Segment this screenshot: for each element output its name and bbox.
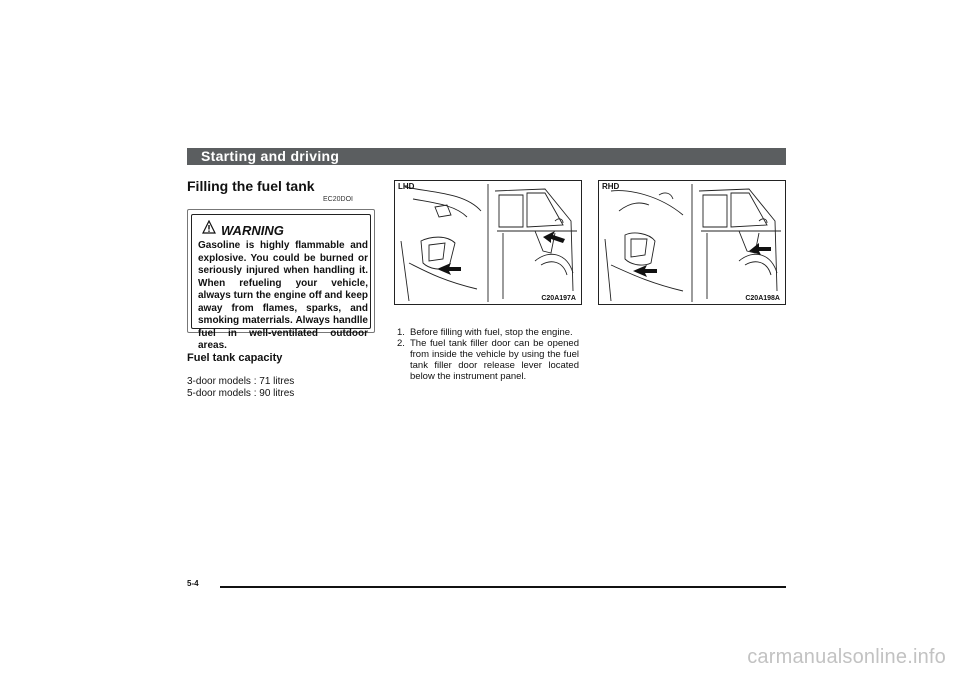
step-number: 1. bbox=[397, 327, 405, 338]
figure-rhd-label: RHD bbox=[602, 182, 620, 191]
figure-lhd bbox=[394, 180, 582, 305]
warning-box bbox=[187, 209, 375, 351]
figure-lhd-code: C20A197A bbox=[541, 295, 576, 302]
steps-list bbox=[397, 327, 579, 382]
step-text: The fuel tank filler door can be opened from inside the vehicle by using the fuel tank filler door release lever located below the instrument panel. bbox=[410, 338, 579, 382]
warning-triangle-icon bbox=[202, 220, 216, 234]
step-item bbox=[397, 327, 579, 338]
warning-inner bbox=[191, 214, 371, 351]
page-number: 5-4 bbox=[187, 579, 199, 588]
capacity-line-3-door: 3-door models : 71 litres bbox=[187, 376, 295, 387]
header-title: Starting and driving bbox=[201, 148, 340, 164]
footer-rule bbox=[220, 586, 786, 588]
section-code: EC20DOI bbox=[323, 196, 353, 203]
capacity-title: Fuel tank capacity bbox=[187, 352, 283, 364]
step-text: Before filling with fuel, stop the engine. bbox=[410, 327, 573, 338]
warning-text: Gasoline is highly flammable and explosive. You could be burned or seriously injured when handling it. When refueling your vehicle, always turn the engine off and keep away from flames, sparks, and smoking materrials. Always handlle fuel in well-ventilated outdoor areas. bbox=[198, 240, 368, 351]
capacity-line-5-door: 5-door models : 90 litres bbox=[187, 388, 295, 399]
lhd-illustration bbox=[395, 181, 581, 304]
rhd-illustration bbox=[599, 181, 785, 304]
figure-lhd-label: LHD bbox=[398, 182, 415, 191]
figure-rhd-code: C20A198A bbox=[745, 295, 780, 302]
header-bar bbox=[187, 148, 786, 165]
section-title: Filling the fuel tank bbox=[187, 178, 315, 194]
warning-title: WARNING bbox=[221, 223, 284, 238]
step-number: 2. bbox=[397, 338, 405, 349]
capacity-list bbox=[187, 376, 294, 400]
figure-rhd bbox=[598, 180, 786, 305]
watermark: carmanualsonline.info bbox=[747, 646, 946, 668]
step-item bbox=[397, 338, 579, 382]
